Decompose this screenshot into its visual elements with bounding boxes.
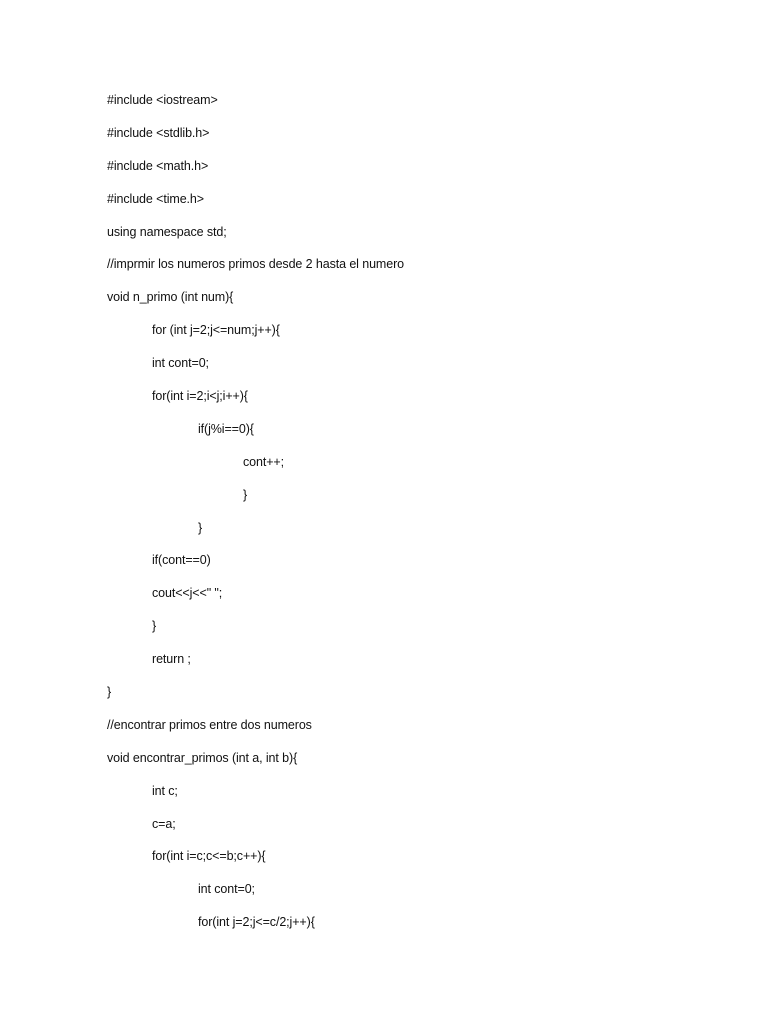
code-block bbox=[107, 91, 404, 946]
code-line: for(int j=2;j<=c/2;j++){ bbox=[198, 915, 315, 930]
code-line: return ; bbox=[152, 652, 191, 667]
code-line: int cont=0; bbox=[198, 882, 255, 897]
code-line: c=a; bbox=[152, 816, 176, 831]
code-line: if(cont==0) bbox=[152, 553, 211, 568]
code-line: } bbox=[243, 487, 248, 502]
code-line: int cont=0; bbox=[152, 356, 209, 371]
code-comment: //encontrar primos entre dos numeros bbox=[107, 717, 312, 732]
code-line: } bbox=[107, 685, 112, 700]
code-line: void encontrar_primos (int a, int b){ bbox=[107, 750, 298, 765]
code-line: void n_primo (int num){ bbox=[107, 290, 234, 305]
code-line: for(int i=c;c<=b;c++){ bbox=[152, 849, 266, 864]
code-line: cout<<j<<" "; bbox=[152, 586, 223, 601]
code-line: } bbox=[152, 619, 157, 634]
code-line: using namespace std; bbox=[107, 224, 227, 239]
code-line: } bbox=[198, 520, 203, 535]
code-line: #include <time.h> bbox=[107, 191, 204, 206]
code-line: cont++; bbox=[243, 454, 284, 469]
code-comment: //imprmir los numeros primos desde 2 hasta el numero bbox=[107, 257, 405, 272]
code-line: #include <iostream> bbox=[107, 93, 218, 107]
code-line: for (int j=2;j<=num;j++){ bbox=[152, 323, 280, 338]
code-line: #include <math.h> bbox=[107, 158, 209, 173]
code-line: #include <stdlib.h> bbox=[107, 125, 210, 140]
code-line: for(int i=2;i<j;i++){ bbox=[152, 389, 248, 404]
code-line: int c; bbox=[152, 783, 178, 798]
code-line: if(j%i==0){ bbox=[198, 421, 254, 436]
